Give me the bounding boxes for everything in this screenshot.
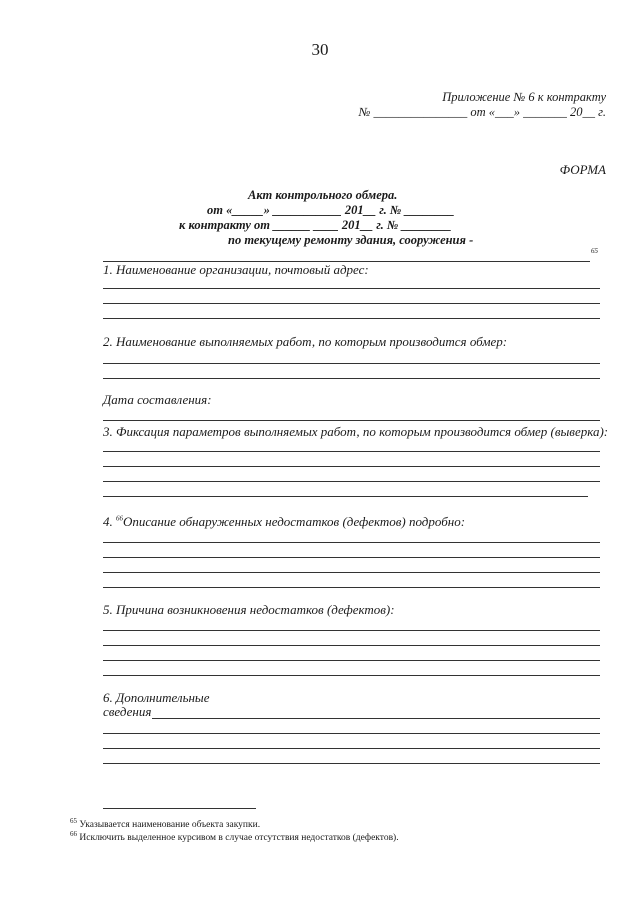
section-2-heading: 2. Наименование выполняемых работ, по которым производится обмер: [103,334,508,349]
fill-line [103,763,600,764]
act-date-line: от «_____» ___________ 201__ г. № ________ [207,203,455,217]
fill-line [103,557,600,558]
footnote-66-text: Исключить выделенное курсивом в случае отсутствия недостатков (дефектов). [77,833,399,844]
act-subject-line: по текущему ремонту здания, сооружения - [228,233,474,247]
act-contract-line: к контракту от ______ ____ 201__ г. № ________ [179,218,452,232]
fill-line [103,748,600,749]
fill-line [103,572,600,573]
fill-line [103,496,588,497]
forma-label: ФОРМА [559,162,606,177]
fill-line [103,318,600,319]
fill-line [103,466,600,467]
fill-line [103,378,600,379]
footnote-ref-66: 66 [116,514,123,523]
fill-line [103,420,600,421]
appendix-line-1: Приложение № 6 к контракту [442,90,606,104]
footnote-66-mark: 66 [70,830,77,838]
page-number: 30 [311,40,329,59]
fill-line [103,363,600,364]
fill-line [103,481,600,482]
section-4-number: 4. [103,514,113,529]
footnote-65 [70,817,260,830]
section-6-heading-cont: сведения [103,704,152,719]
date-label: Дата составления: [103,392,212,407]
fill-line [103,733,600,734]
fill-line [103,451,600,452]
fill-line [103,645,600,646]
section-4-heading [103,514,465,530]
act-title: Акт контрольного обмера. [248,188,398,202]
footnote-separator [103,808,256,809]
fill-line [103,675,600,676]
fill-line [103,303,600,304]
footnote-mark-65: 65 [591,247,598,255]
fill-line [152,718,600,719]
fill-line [103,630,600,631]
footnote-66 [70,830,399,843]
footnote-65-mark: 65 [70,817,77,825]
fill-line [103,587,600,588]
fill-line [103,542,600,543]
section-6-heading: 6. Дополнительные [103,690,210,705]
section-1-heading: 1. Наименование организации, почтовый адрес: [103,262,369,277]
fill-line [103,660,600,661]
section-5-heading: 5. Причина возникновения недостатков (дефектов): [103,602,395,617]
fill-line [103,288,600,289]
section-3-heading: 3. Фиксация параметров выполняемых работ, по которым производится обмер (выверка): [103,424,609,439]
appendix-line-2: № _______________ от «___» _______ 20__ г. [358,105,606,119]
footnote-65-text: Указывается наименование объекта закупки. [77,820,261,831]
section-4-text: Описание обнаруженных недостатков (дефектов) подробно: [123,514,466,529]
